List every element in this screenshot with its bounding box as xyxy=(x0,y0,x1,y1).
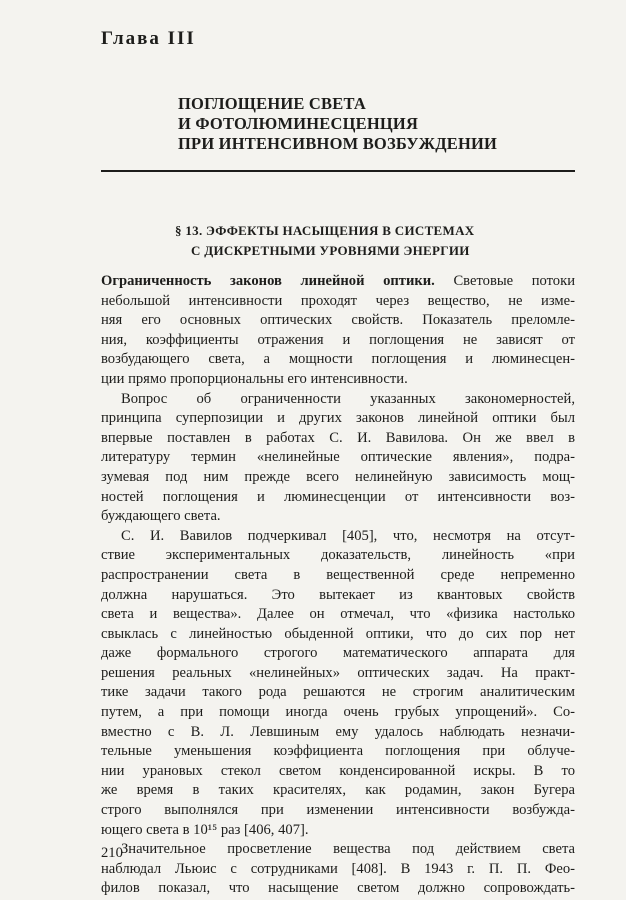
section-title-line: § 13. ЭФФЕКТЫ НАСЫЩЕНИЯ В СИСТЕМАХ xyxy=(175,223,475,238)
chapter-label: Глава III xyxy=(101,28,196,49)
text-line xyxy=(101,272,575,292)
text-line: строго выполнялся при изменении интенсивности возбужда- xyxy=(101,802,575,819)
text-line: даже формального строгого математического аппарата для xyxy=(101,645,575,662)
section-title xyxy=(175,221,474,261)
text-line: зумевая под ним прежде всего нелинейную зависимость мощ- xyxy=(101,468,575,485)
section-title-line: С ДИСКРЕТНЫМИ УРОВНЯМИ ЭНЕРГИИ xyxy=(191,243,470,258)
text-line: ствие экспериментальных доказательств, линейность «при xyxy=(101,547,575,564)
text-line: Вопрос об ограниченности указанных закономерностей, xyxy=(121,390,575,407)
text-line: литературу термин «нелинейные оптические явления», подра- xyxy=(101,449,575,466)
text-line: света и вещества». Далее он отмечал, что «физика настолько xyxy=(101,606,575,623)
chapter-title-line: ПОГЛОЩЕНИЕ СВЕТА xyxy=(178,94,366,113)
text-line: тике задачи такого рода решаются не строгим аналитическим xyxy=(101,684,575,701)
text-line: ния, коэффициенты отражения и поглощения не зависят от xyxy=(101,331,575,348)
text-line: впервые поставлен в работах С. И. Вавилова. Он же ввел в xyxy=(101,429,575,446)
paragraph xyxy=(101,840,575,899)
text-line: С. И. Вавилов подчеркивал [405], что, несмотря на отсут- xyxy=(121,527,575,544)
text-line: Значительное просветление вещества под действием света xyxy=(121,841,575,858)
text-line: ностей поглощения и люминесценции от интенсивности воз- xyxy=(101,488,575,505)
text-line: свыклась с линейностью обыденной оптики, что до сих пор нет xyxy=(101,625,575,642)
chapter-title-line: ПРИ ИНТЕНСИВНОМ ВОЗБУЖДЕНИИ xyxy=(178,134,498,153)
paragraph xyxy=(101,390,575,527)
text-line: решения реальных «нелинейных» оптических задач. На практ- xyxy=(101,664,575,681)
paragraph xyxy=(101,272,575,390)
body-text xyxy=(101,272,575,899)
text-line: филов показал, что насыщение светом должно сопровождать- xyxy=(101,880,575,897)
text-line: ющего света в 10¹⁵ раз [406, 407]. xyxy=(101,821,309,838)
text-line: нии урановых стекол светом конденсированной искры. В то xyxy=(101,762,575,779)
text-line: должна нарушаться. Это вытекает из квантовых свойств xyxy=(101,586,575,603)
text-line: небольшой интенсивности проходят через вещество, не изме- xyxy=(101,292,575,309)
text-line: тельные уменьшения коэффициента поглощения при облуче- xyxy=(101,743,575,760)
chapter-title xyxy=(178,94,497,154)
text-line: буждающего света. xyxy=(101,508,221,525)
page-number: 210 xyxy=(101,845,123,861)
chapter-title-line: И ФОТОЛЮМИНЕСЦЕНЦИЯ xyxy=(178,114,419,133)
paragraph xyxy=(101,527,575,841)
text-line: путем, а при помощи иногда очень грубых упрощений». Со- xyxy=(101,704,575,721)
text-line: ции прямо пропорциональны его интенсивности. xyxy=(101,370,408,387)
text-line: распространении света в вещественной среде непременно xyxy=(101,566,575,583)
paragraph-lead: Ограниченность законов линейной оптики. xyxy=(101,273,435,289)
text-line: же время в таких красителях, как родамин, закон Бугера xyxy=(101,782,575,799)
text-line: вместно с В. Л. Левшиным ему удалось наблюдать незначи- xyxy=(101,723,575,740)
text-line: няя его основных оптических свойств. Показатель преломле- xyxy=(101,312,575,329)
text-line: принципа суперпозиции и других законов линейной оптики был xyxy=(101,410,575,427)
text-line: наблюдал Льюис с сотрудниками [408]. В 1943 г. П. П. Фео- xyxy=(101,860,575,877)
chapter-divider xyxy=(101,170,575,172)
text-run: Световые потоки xyxy=(434,273,575,289)
text-line: возбудающего света, а мощности поглощения и люминесцен- xyxy=(101,351,575,368)
